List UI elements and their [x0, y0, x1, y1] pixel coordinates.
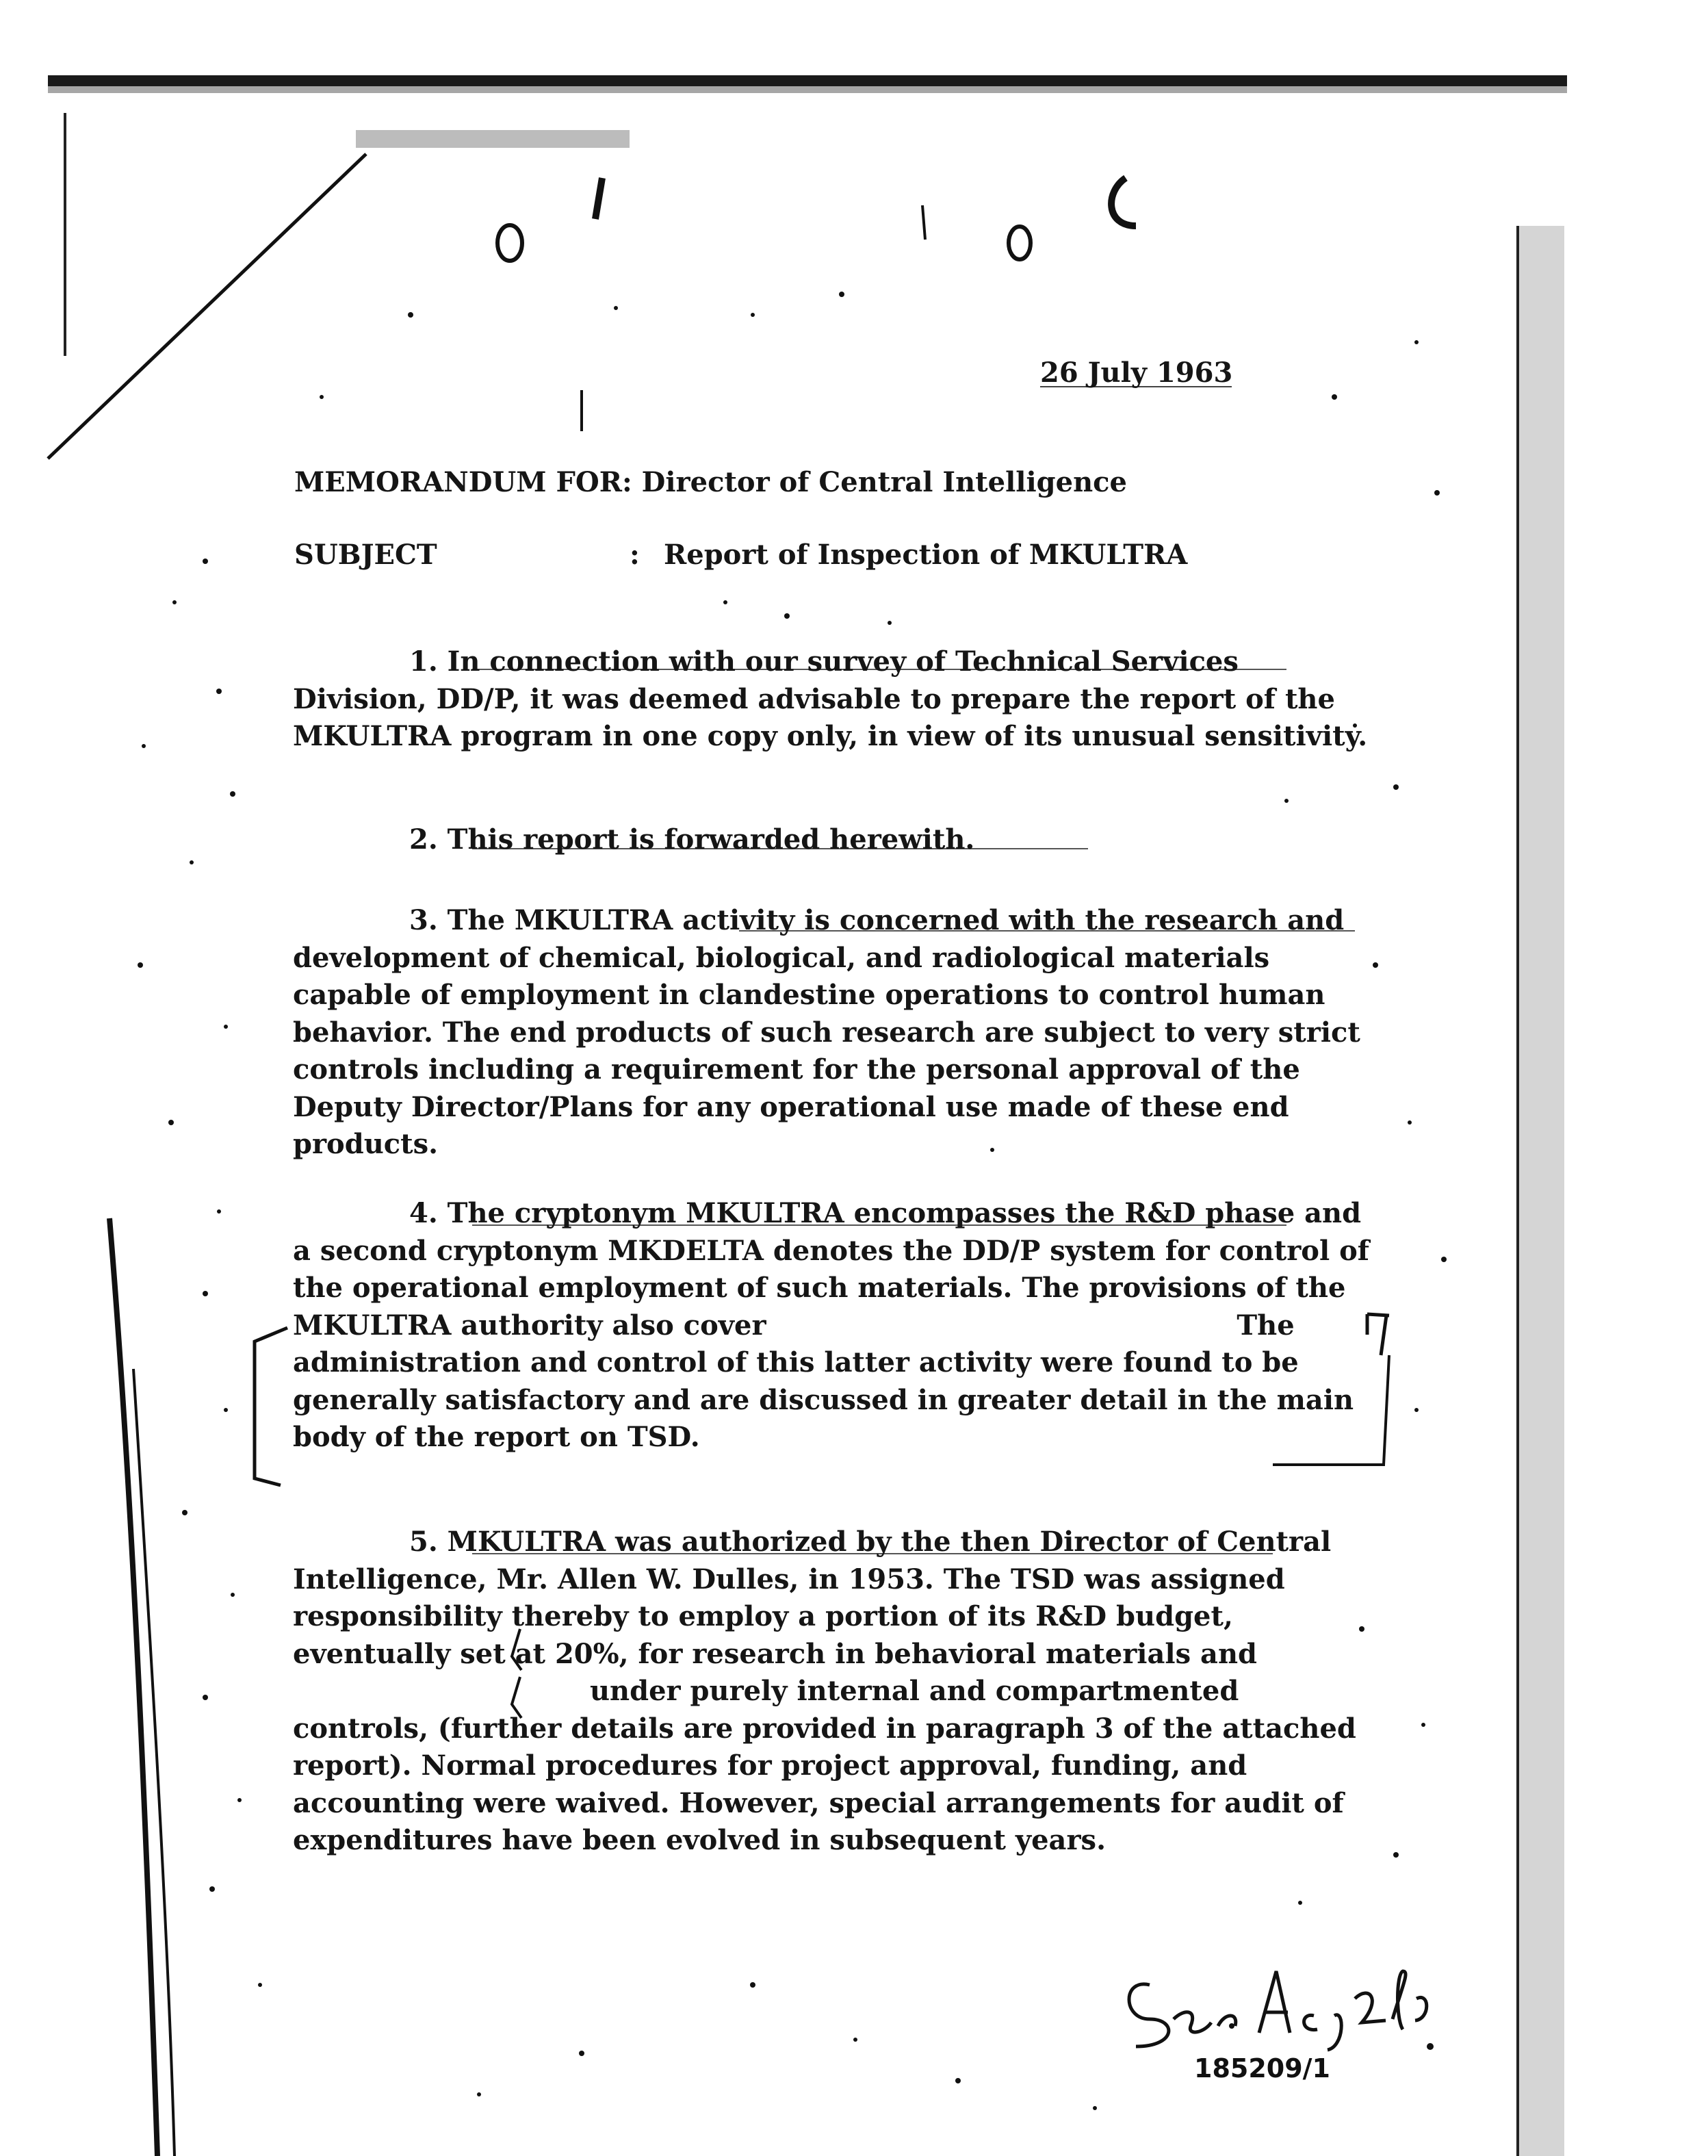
top-scan-border: [48, 75, 1567, 86]
subject-value: Report of Inspection of MKULTRA: [664, 539, 1188, 571]
subject-label: SUBJECT: [294, 539, 437, 571]
paragraph-2-text: 2. This report is forwarded herewith.: [409, 823, 975, 856]
corner-fold-line: [48, 154, 366, 459]
punch-mark-right: [1009, 227, 1031, 259]
paragraph-1: [293, 643, 1371, 756]
paragraph-5: [293, 1524, 1371, 1860]
control-number: 185209/1: [1194, 2053, 1330, 2083]
paragraph-4-text-a: 4. The cryptonym MKULTRA encompasses the R&D phase and a second cryptonym MKDELTA denotes the DD/P system for control of the operational employment of such materials. The provisions of the MKULTRA authority also cover: [293, 1197, 1369, 1342]
redaction-bracket-left: [255, 1328, 287, 1485]
handwritten-signature: [1109, 1944, 1437, 2053]
paragraph-2: [293, 821, 1371, 859]
punch-mark-left: [497, 225, 522, 261]
paragraph-4-text-b: The administration and control of this latter activity were found to be generally satisfactory and are discussed in greater detail in the main body of the report on TSD.: [293, 1309, 1354, 1453]
paragraph-5-text-b: under purely internal and compartmented controls, (further details are provided in paragraph 3 of the attached report). Normal procedures for project approval, funding, and accounting were waived. However, special arrangements for audit of expenditures have been evolved in subsequent years.: [293, 1675, 1356, 1856]
paragraph-3: [293, 902, 1371, 1164]
right-margin-edge: [1518, 226, 1564, 2156]
paragraph-4: [293, 1195, 1371, 1456]
left-margin-line: [109, 1218, 157, 2156]
memo-date: 26 July 1963: [1040, 357, 1233, 389]
paragraph-1-text: 1. In connection with our survey of Technical Services Division, DD/P, it was deemed advisable to prepare the report of the MKULTRA program in one copy only, in view of its unusual sensitivity.: [293, 645, 1368, 752]
memorandum-for-line: MEMORANDUM FOR: Director of Central Intelligence: [294, 466, 1127, 498]
paragraph-3-text: 3. The MKULTRA activity is concerned with the research and development of chemical, biological, and radiological materials capable of employment in clandestine operations to control human behavior. The end products of such research are subject to very strict controls including a requirement for the personal approval of the Deputy Director/Plans for any operational use made of these end products.: [293, 904, 1360, 1160]
subject-colon: :: [630, 539, 640, 571]
paragraph-5-text-a: 5. MKULTRA was authorized by the then Director of Central Intelligence, Mr. Allen W. Dulles, in 1953. The TSD was assigned responsibility thereby to employ a portion of its R&D budget, eventually set at 20%, for research in behavioral materials and: [293, 1526, 1332, 1670]
